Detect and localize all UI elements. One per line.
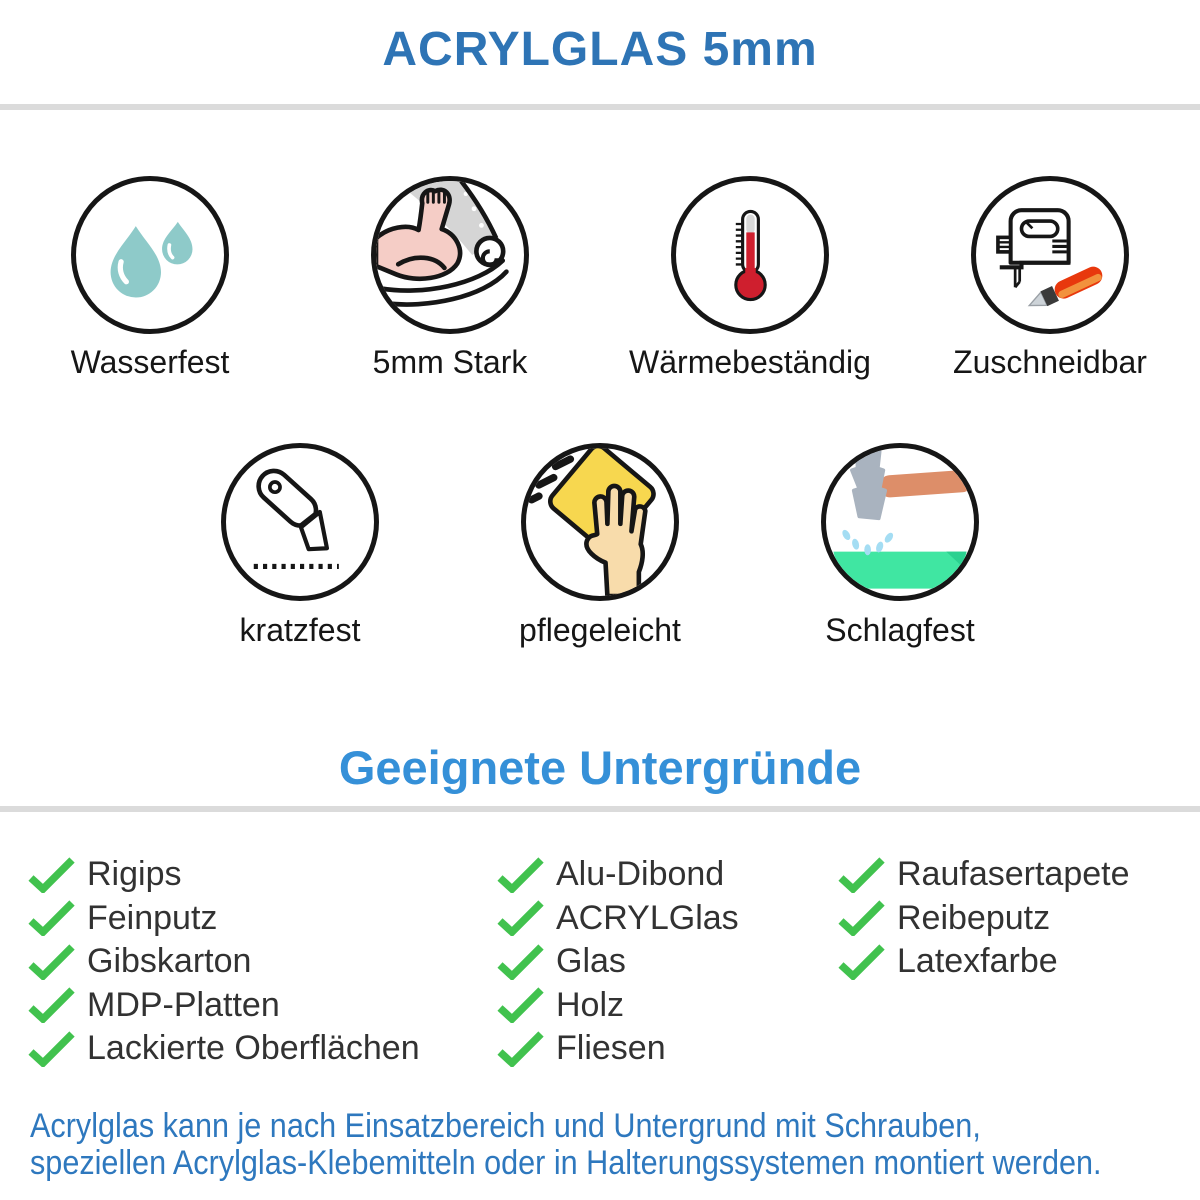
feature-label: kratzfest xyxy=(239,612,361,648)
surface-item xyxy=(838,897,1130,941)
feature-label: Wärmebeständig xyxy=(629,344,871,380)
surface-label: MDP-Platten xyxy=(87,985,280,1024)
surface-item xyxy=(838,940,1130,984)
surface-item xyxy=(838,853,1130,897)
surface-label: Latexfarbe xyxy=(897,942,1058,981)
surface-item xyxy=(28,853,420,897)
thermometer-icon xyxy=(698,203,803,308)
check-icon xyxy=(838,857,885,893)
check-icon xyxy=(497,987,544,1023)
icon-circle xyxy=(221,443,379,601)
surface-label: Glas xyxy=(556,942,626,981)
surface-item xyxy=(497,897,739,941)
feature-label: pflegeleicht xyxy=(519,612,681,648)
check-icon xyxy=(497,857,544,893)
surface-label: ACRYLGlas xyxy=(556,898,739,937)
page-title: ACRYLGLAS 5mm xyxy=(382,23,818,76)
feature-row-1 xyxy=(0,176,1200,382)
check-icon xyxy=(838,900,885,936)
hammer-icon xyxy=(826,447,974,597)
surface-label: Feinputz xyxy=(87,898,218,937)
cleaning-hand-icon xyxy=(526,447,674,597)
feature-waermebestaendig xyxy=(600,176,900,382)
feature-row-2 xyxy=(0,443,1200,649)
surface-item xyxy=(497,853,739,897)
check-icon xyxy=(28,944,75,980)
check-icon xyxy=(497,900,544,936)
footer-line-1: Acrylglas kann je nach Einsatzbereich und Untergrund mit Schrauben, xyxy=(30,1107,981,1145)
divider-top xyxy=(0,104,1200,110)
surface-label: Gibskarton xyxy=(87,942,252,981)
check-icon xyxy=(28,987,75,1023)
feature-label: Schlagfest xyxy=(825,612,975,648)
feature-label: 5mm Stark xyxy=(372,344,528,380)
feature-schlagfest xyxy=(750,443,1050,649)
surface-label: Raufasertapete xyxy=(897,855,1130,894)
icon-circle xyxy=(371,176,529,334)
surface-item xyxy=(497,940,739,984)
feature-label: Wasserfest xyxy=(70,344,230,380)
icon-circle xyxy=(521,443,679,601)
check-icon xyxy=(497,944,544,980)
feature-wasserfest xyxy=(0,176,300,382)
surface-label: Holz xyxy=(556,985,625,1024)
surface-label: Rigips xyxy=(87,855,182,894)
feature-pflegeleicht xyxy=(450,443,750,649)
surface-item xyxy=(497,984,739,1028)
footer-line-2: speziellen Acrylglas-Klebemitteln oder in Halterungssystemen montiert werden. xyxy=(30,1144,1102,1182)
check-icon xyxy=(28,900,75,936)
surface-item xyxy=(28,940,420,984)
muscle-arm-icon xyxy=(376,180,524,330)
jigsaw-icon xyxy=(978,183,1123,328)
surface-item xyxy=(28,897,420,941)
check-icon xyxy=(28,1031,75,1067)
icon-circle xyxy=(71,176,229,334)
icon-circle xyxy=(971,176,1129,334)
check-icon xyxy=(28,857,75,893)
feature-zuschneidbar xyxy=(900,176,1200,382)
surface-item xyxy=(28,984,420,1028)
utility-knife-icon xyxy=(226,447,374,597)
feature-5mm-stark xyxy=(300,176,600,382)
divider-middle xyxy=(0,806,1200,812)
surface-label: Alu-Dibond xyxy=(556,855,725,894)
icon-circle xyxy=(821,443,979,601)
surfaces-heading: Geeignete Untergründe xyxy=(338,741,862,794)
feature-kratzfest xyxy=(150,443,450,649)
check-icon xyxy=(838,944,885,980)
surface-label: Lackierte Oberflächen xyxy=(87,1029,420,1068)
water-drops-icon xyxy=(98,203,203,308)
footer-note xyxy=(30,1108,1102,1182)
surfaces-column-3 xyxy=(838,853,1130,984)
surface-item xyxy=(28,1027,420,1071)
feature-label: Zuschneidbar xyxy=(953,344,1147,380)
icon-circle xyxy=(671,176,829,334)
surfaces-column-2 xyxy=(497,853,739,1071)
surfaces-column-1 xyxy=(28,853,420,1071)
surface-label: Fliesen xyxy=(556,1029,666,1068)
surface-item xyxy=(497,1027,739,1071)
check-icon xyxy=(497,1031,544,1067)
surface-label: Reibeputz xyxy=(897,898,1051,937)
